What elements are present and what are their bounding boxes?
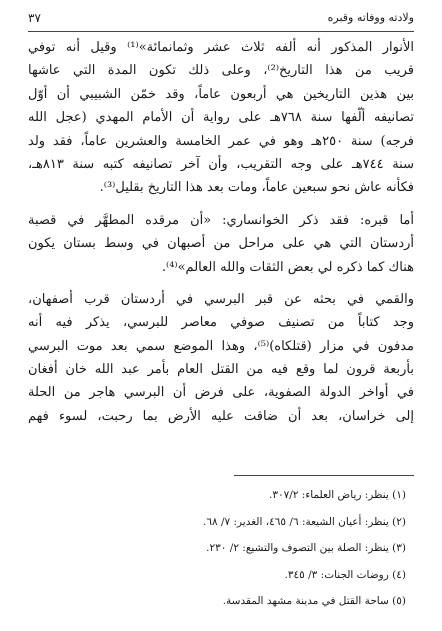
paragraph-gap (28, 200, 414, 209)
paragraph-3 (28, 288, 414, 428)
footnote-2: (٢) ينظر: أعيان الشيعة: ٦/ ٤٦٥، الغدير: ٧/ ٦٨. (202, 515, 406, 528)
text-line: فكأنه عاش نحو سبعين عاماً، ومات بعد هذا التاريخ بقليل⁽³⁾. (99, 180, 414, 196)
text-line: فرجه) سنة ٢٥٠هـ وهو في عمر الخامسة والعشرين عاماً، فقد ولد (28, 133, 414, 149)
footnotes (28, 482, 406, 615)
text-line: الأنوار المذكور أنه ألفه ثلاث عشر وثمانمائة»⁽¹⁾ وقيل أنه توفي (28, 40, 414, 55)
page-number: ٣٧ (28, 11, 41, 25)
text-line: سنة ٧٤٤هـ على وجه التقريب، وأن آخر تصانيفه كتبه سنة ٨١٣هـ، (28, 156, 414, 172)
text-line: تصانيفه ألّفها سنة ٧٦٨هـ على رواية أن الأمام المهدي (عجل الله (28, 110, 414, 126)
footnote-1: (١) ينظر: رياض العلماء: ٣٠٧/٢. (269, 489, 406, 501)
paragraph-2 (28, 209, 414, 279)
text-line: وجد كتاباً من تصنيف صوفي معاصر للبرسي، يذكر فيه أنه (28, 315, 414, 331)
footnote-5: (٥) ساحة القتل في مدينة مشهد المقدسة. (222, 595, 406, 607)
text-line: إلى خراسان، بعد أن ضاقت عليه الأرض بما رحبت، لسوء فهم (28, 408, 414, 424)
paragraph-1 (28, 36, 414, 200)
footnote-3: (٣) ينظر: الصلة بين التصوف والتشيع: ٢/ ٢٣٠. (206, 542, 406, 554)
text-line: بين هذين التاريخين هي أربعون عاماً، وقد خمّن الشبيبي أن أوّل (28, 86, 414, 102)
text-line: أما قبره: فقد ذكر الخوانساري: «أن مرقده المطهَّر في قصبة (28, 212, 414, 228)
text-line: أردستان التي هي على مراحل من أصبهان في وسط بستان يكون (28, 236, 414, 252)
text-line: قريب من هذا التاريخ⁽²⁾، وعلى ذلك تكون المدة التي عاشها (28, 63, 414, 79)
text-line: مدفون في مزار (قتلكاه)⁽⁵⁾، وهذا الموضع سمي بعد موت البرسي (28, 338, 414, 354)
paragraph-gap (28, 279, 414, 288)
main-text (28, 36, 414, 428)
text-line: هناك كما ذكره لي بعض الثقات والله العالم»⁽⁴⁾. (161, 259, 414, 275)
header-rule (28, 31, 414, 32)
footnote-4: (٤) روضات الجنات: ٣/ ٣٤٥. (284, 568, 406, 581)
running-title: ولادته ووفاته وقبره (327, 11, 414, 24)
footnote-separator (234, 475, 414, 476)
text-line: في أواخر الدولة الصفوية، على فرض أن البرسي هاجر من الحلة (28, 385, 414, 401)
text-line: والقمي في بحثه عن قبر البرسي في أردستان قرب أصفهان، (28, 291, 414, 307)
text-line: بأربعة قرون لما وقع فيه من القتل العام بأمر عبد الله خان أفغان (28, 362, 414, 378)
page-header (28, 8, 414, 28)
